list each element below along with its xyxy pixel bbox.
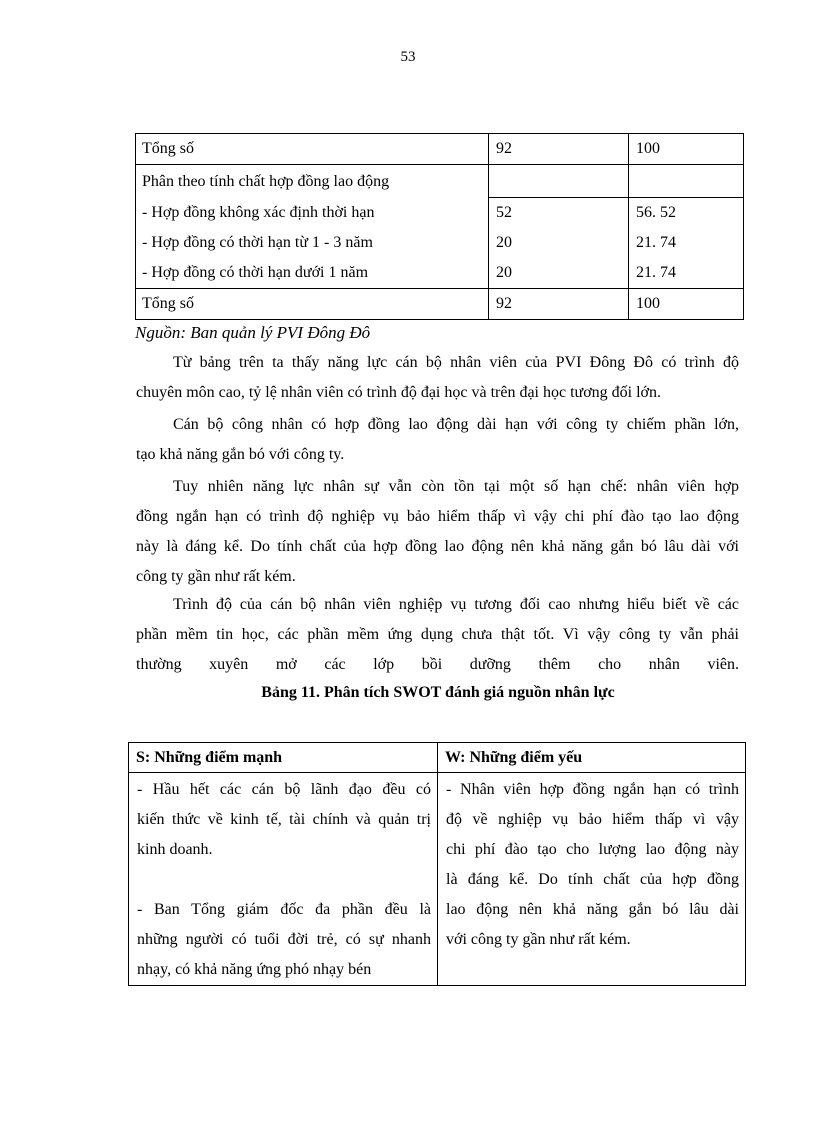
strength-line: - Ban Tổng giám đốc đa phần đều là xyxy=(137,901,431,918)
strength-line: kinh doanh. xyxy=(137,841,213,858)
row-count: 52 xyxy=(488,198,628,228)
swot-body-row xyxy=(129,773,745,985)
row-count: 20 xyxy=(488,258,628,288)
row-label: Tổng số xyxy=(142,140,194,157)
row-percent: 21. 74 xyxy=(628,228,743,258)
strengths-cell xyxy=(129,773,438,985)
row-count xyxy=(488,165,628,198)
row-count: 92 xyxy=(488,289,628,319)
swot-header-row xyxy=(129,743,745,773)
table-row xyxy=(136,134,743,165)
row-count: 92 xyxy=(488,134,628,164)
row-label: - Hợp đồng không xác định thời hạn xyxy=(142,204,375,221)
row-percent: 21. 74 xyxy=(628,258,743,288)
weakness-line: là đáng kể. Do tính chất của hợp đồng xyxy=(446,871,739,888)
paragraph xyxy=(136,348,739,408)
paragraph-line: Từ bảng trên ta thấy năng lực cán bộ nhân viên của PVI Đông Đô có trình độ xyxy=(173,354,739,371)
weakness-line: với công ty gần như rất kém. xyxy=(446,931,631,948)
paragraph xyxy=(136,590,739,680)
labor-contract-table xyxy=(135,133,744,320)
row-percent: 100 xyxy=(628,134,743,164)
paragraph-line: thường xuyên mở các lớp bồi dưỡng thêm cho nhân viên. xyxy=(136,656,739,673)
paragraph-line: công ty gần như rất kém. xyxy=(136,568,296,585)
page-number: 53 xyxy=(400,49,416,65)
paragraph xyxy=(136,410,739,470)
paragraph-line: phần mềm tin học, các phần mềm ứng dụng chưa thật tốt. Vì vậy công ty vẫn phải xyxy=(136,626,739,643)
row-percent xyxy=(628,165,743,198)
strength-line: nhạy, có khả năng ứng phó nhạy bén xyxy=(137,961,372,978)
row-label: - Hợp đồng có thời hạn từ 1 - 3 năm xyxy=(142,234,373,251)
weaknesses-cell xyxy=(438,773,745,985)
row-count: 20 xyxy=(488,228,628,258)
paragraph-line: đồng ngắn hạn có trình độ nghiệp vụ bảo hiểm thấp vì vậy chi phí đào tạo lao động xyxy=(136,508,739,525)
table-row xyxy=(136,198,743,228)
table-row xyxy=(136,289,743,319)
paragraph xyxy=(136,472,739,592)
strength-line: những người có tuổi đời trẻ, có sự nhanh xyxy=(137,931,431,948)
paragraph-line: này là đáng kể. Do tính chất của hợp đồng lao động nên khả năng gắn bó lâu dài với xyxy=(136,538,739,555)
weaknesses-header: W: Những điểm yếu xyxy=(445,748,583,766)
row-label: - Hợp đồng có thời hạn dưới 1 năm xyxy=(142,264,369,281)
weakness-line: lao động nên khả năng gắn bó lâu dài xyxy=(446,901,739,918)
weakness-line: độ về nghiệp vụ bảo hiểm thấp vì vậy xyxy=(446,811,739,828)
table-row xyxy=(136,228,743,258)
paragraph-line: Trình độ của cán bộ nhân viên nghiệp vụ tương đối cao nhưng hiểu biết về các xyxy=(173,596,739,613)
row-label: Tổng số xyxy=(142,295,194,312)
row-label: Phân theo tính chất hợp đồng lao động xyxy=(142,172,390,190)
table-row xyxy=(136,258,743,289)
paragraph-line: Cán bộ công nhân có hợp đồng lao động dài hạn với công ty chiếm phần lớn, xyxy=(173,416,739,433)
row-percent: 56. 52 xyxy=(628,198,743,228)
table-row xyxy=(136,165,743,198)
source-note: Nguồn: Ban quản lý PVI Đông Đô xyxy=(135,323,371,342)
paragraph-line: Tuy nhiên năng lực nhân sự vẫn còn tồn tại một số hạn chế: nhân viên hợp xyxy=(173,478,739,495)
swot-caption: Bảng 11. Phân tích SWOT đánh giá nguồn nhân lực xyxy=(261,684,615,701)
paragraph-line: chuyên môn cao, tỷ lệ nhân viên có trình độ đại học và trên đại học tương đối lớn. xyxy=(136,384,662,401)
strength-line: kiến thức về kinh tế, tài chính và quản trị xyxy=(137,811,431,828)
weakness-line: chi phí đào tạo cho lượng lao động này xyxy=(446,841,739,858)
strength-line: - Hầu hết các cán bộ lãnh đạo đều có xyxy=(137,781,431,798)
strengths-header: S: Những điểm mạnh xyxy=(129,743,438,772)
row-percent: 100 xyxy=(628,289,743,319)
swot-table xyxy=(128,742,746,986)
paragraph-line: tạo khả năng gắn bó với công ty. xyxy=(136,446,345,463)
weakness-line: - Nhân viên hợp đồng ngắn hạn có trình xyxy=(446,781,739,798)
